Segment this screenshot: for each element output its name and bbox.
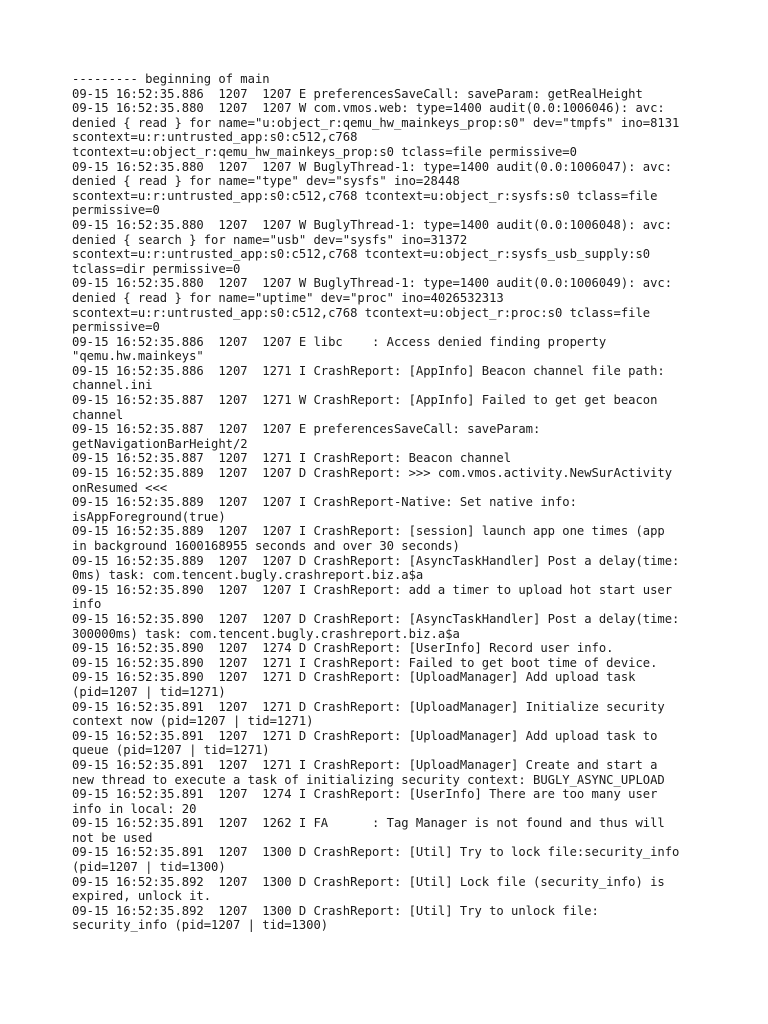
log-line: permissive=0 bbox=[72, 203, 160, 218]
log-text-block bbox=[72, 72, 712, 933]
log-line: (pid=1207 | tid=1271) bbox=[72, 684, 226, 699]
log-line: not be used bbox=[72, 830, 153, 845]
log-line: tcontext=u:object_r:qemu_hw_mainkeys_prop:s0 tclass=file permissive=0 bbox=[72, 144, 577, 159]
log-line: channel bbox=[72, 407, 124, 422]
log-line: in background 1600168955 seconds and over 30 seconds) bbox=[72, 539, 460, 553]
log-line: "qemu.hw.mainkeys" bbox=[72, 349, 204, 364]
log-line: 09-15 16:52:35.880 1207 1207 W com.vmos.web: type=1400 audit(0.0:1006046): avc: bbox=[72, 101, 665, 116]
log-line: 09-15 16:52:35.891 1207 1262 I FA : Tag Manager is not found and thus will bbox=[72, 816, 665, 831]
log-line: 09-15 16:52:35.891 1207 1271 D CrashReport: [UploadManager] Initialize security bbox=[72, 699, 665, 714]
log-line: 09-15 16:52:35.892 1207 1300 D CrashReport: [Util] Lock file (security_info) is bbox=[72, 874, 665, 889]
log-line: isAppForeground(true) bbox=[72, 509, 226, 524]
log-line: channel.ini bbox=[72, 378, 153, 393]
log-line: (pid=1207 | tid=1300) bbox=[72, 860, 226, 875]
log-line: scontext=u:r:untrusted_app:s0:c512,c768 tcontext=u:object_r:sysfs_usb_supply:s0 bbox=[72, 247, 651, 262]
log-line: denied { read } for name="uptime" dev="proc" ino=4026532313 bbox=[72, 290, 504, 305]
log-line: 09-15 16:52:35.890 1207 1274 D CrashReport: [UserInfo] Record user info. bbox=[72, 641, 614, 656]
log-line: scontext=u:r:untrusted_app:s0:c512,c768 tcontext=u:object_r:proc:s0 tclass=file bbox=[72, 305, 651, 320]
log-line: scontext=u:r:untrusted_app:s0:c512,c768 tcontext=u:object_r:sysfs:s0 tclass=file bbox=[72, 188, 658, 203]
log-line: info in local: 20 bbox=[72, 801, 197, 816]
log-line: 09-15 16:52:35.887 1207 1271 I CrashReport: Beacon channel bbox=[72, 451, 512, 466]
log-line: security_info (pid=1207 | tid=1300) bbox=[72, 918, 329, 933]
log-line: getNavigationBarHeight/2 bbox=[72, 436, 248, 451]
log-line: 09-15 16:52:35.886 1207 1207 E preferencesSaveCall: saveParam: getRealHeight bbox=[72, 86, 643, 101]
log-line: onResumed <<< bbox=[72, 480, 168, 495]
log-line: 09-15 16:52:35.889 1207 1207 I CrashReport: [session] launch app one times (app bbox=[72, 524, 665, 539]
log-line: 09-15 16:52:35.890 1207 1207 I CrashReport: add a timer to upload hot start user bbox=[72, 582, 673, 597]
log-line: 09-15 16:52:35.891 1207 1271 I CrashReport: [UploadManager] Create and start a bbox=[72, 757, 658, 772]
log-line: 09-15 16:52:35.886 1207 1271 I CrashReport: [AppInfo] Beacon channel file path: bbox=[72, 363, 665, 378]
log-line: scontext=u:r:untrusted_app:s0:c512,c768 bbox=[72, 130, 358, 145]
log-line: 09-15 16:52:35.887 1207 1207 E preferencesSaveCall: saveParam: bbox=[72, 422, 541, 437]
log-line: queue (pid=1207 | tid=1271) bbox=[72, 743, 270, 758]
log-line: 09-15 16:52:35.890 1207 1207 D CrashReport: [AsyncTaskHandler] Post a delay(time: bbox=[72, 611, 680, 626]
log-line: expired, unlock it. bbox=[72, 889, 212, 904]
log-line: denied { read } for name="type" dev="sysfs" ino=28448 bbox=[72, 174, 460, 189]
log-line: 09-15 16:52:35.886 1207 1207 E libc : Access denied finding property bbox=[72, 334, 607, 349]
log-line: permissive=0 bbox=[72, 320, 160, 335]
log-line: denied { search } for name="usb" dev="sysfs" ino=31372 bbox=[72, 232, 468, 247]
log-line: 09-15 16:52:35.880 1207 1207 W BuglyThread-1: type=1400 audit(0.0:1006049): avc: bbox=[72, 276, 673, 291]
log-line: new thread to execute a task of initializing security context: BUGLY_ASYNC_UPLOAD bbox=[72, 772, 665, 787]
log-line: 09-15 16:52:35.889 1207 1207 D CrashReport: [AsyncTaskHandler] Post a delay(time: bbox=[72, 553, 680, 568]
log-line: 09-15 16:52:35.880 1207 1207 W BuglyThread-1: type=1400 audit(0.0:1006047): avc: bbox=[72, 159, 673, 174]
log-line: 09-15 16:52:35.890 1207 1271 D CrashReport: [UploadManager] Add upload task bbox=[72, 670, 636, 685]
log-line: 09-15 16:52:35.891 1207 1274 I CrashReport: [UserInfo] There are too many user bbox=[72, 787, 658, 802]
log-line: 09-15 16:52:35.887 1207 1271 W CrashReport: [AppInfo] Failed to get get beacon bbox=[72, 393, 658, 408]
log-line: info bbox=[72, 597, 102, 612]
log-line: 09-15 16:52:35.889 1207 1207 I CrashReport-Native: Set native info: bbox=[72, 495, 577, 510]
log-line: --------- beginning of main bbox=[72, 72, 270, 86]
log-line: 09-15 16:52:35.890 1207 1271 I CrashReport: Failed to get boot time of device. bbox=[72, 655, 658, 670]
log-line: context now (pid=1207 | tid=1271) bbox=[72, 714, 314, 729]
log-line: 09-15 16:52:35.891 1207 1300 D CrashReport: [Util] Try to lock file:security_info bbox=[72, 845, 680, 860]
log-line: 09-15 16:52:35.880 1207 1207 W BuglyThread-1: type=1400 audit(0.0:1006048): avc: bbox=[72, 217, 673, 232]
log-line: 09-15 16:52:35.891 1207 1271 D CrashReport: [UploadManager] Add upload task to bbox=[72, 728, 658, 743]
log-line: tclass=dir permissive=0 bbox=[72, 261, 241, 276]
log-line: 09-15 16:52:35.889 1207 1207 D CrashReport: >>> com.vmos.activity.NewSurActivity bbox=[72, 466, 673, 481]
log-line: denied { read } for name="u:object_r:qemu_hw_mainkeys_prop:s0" dev="tmpfs" ino=8131 bbox=[72, 115, 680, 130]
log-line: 0ms) task: com.tencent.bugly.crashreport.biz.a$a bbox=[72, 568, 424, 583]
log-line: 09-15 16:52:35.892 1207 1300 D CrashReport: [Util] Try to unlock file: bbox=[72, 903, 599, 918]
log-line: 300000ms) task: com.tencent.bugly.crashreport.biz.a$a bbox=[72, 626, 460, 641]
